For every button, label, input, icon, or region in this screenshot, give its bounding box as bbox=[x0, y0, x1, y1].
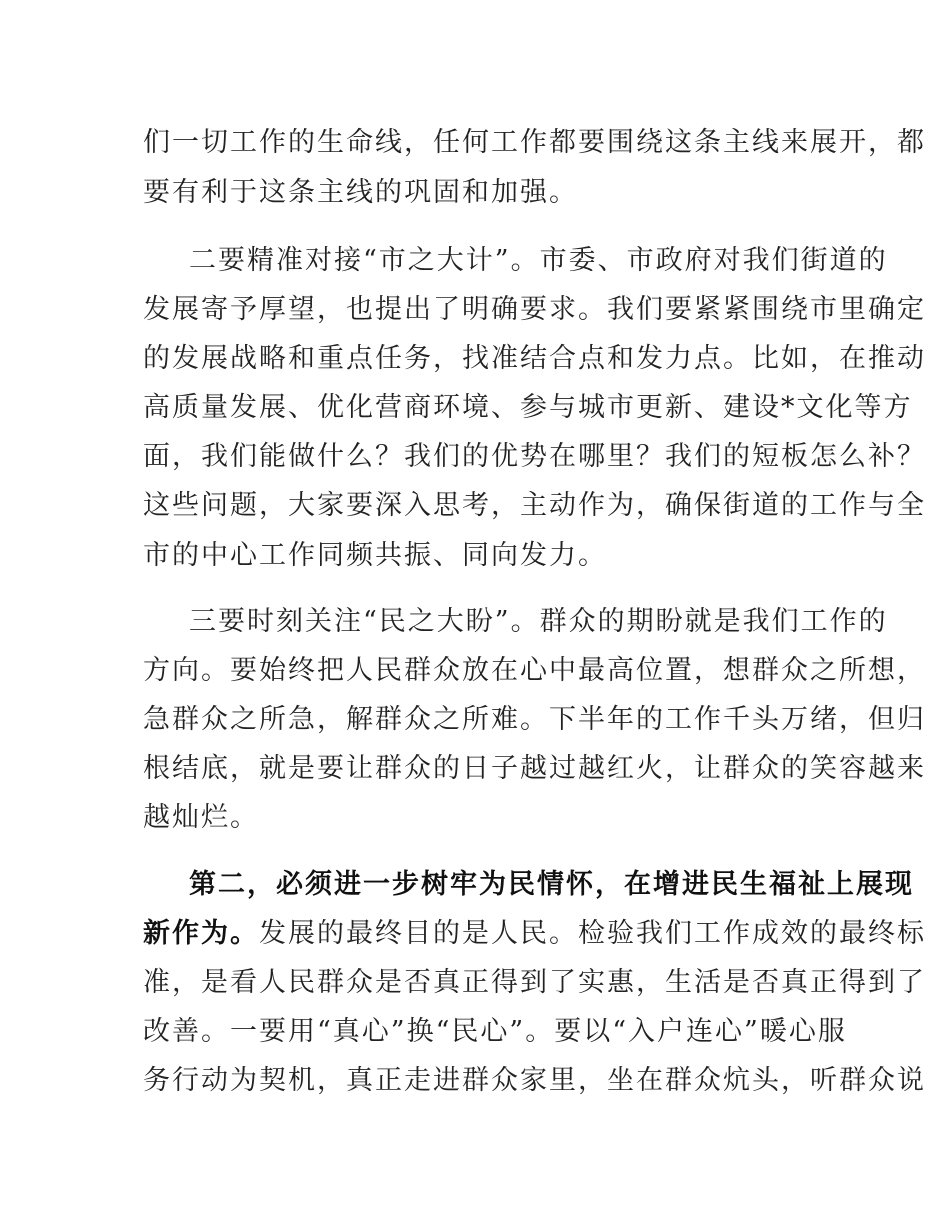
mixed-line bbox=[143, 914, 926, 954]
text-line: 市的中心工作同频共振、同向发力。 bbox=[143, 540, 607, 571]
text-line: 要有利于这条主线的巩固和加强。 bbox=[143, 177, 578, 208]
paragraph-start-line: 三要时刻关注“民之大盼”。群众的期盼就是我们工作的 bbox=[189, 606, 888, 637]
text-line: 越灿烂。 bbox=[143, 802, 259, 833]
text-line: 的发展战略和重点任务，找准结合点和发力点。比如，在推动 bbox=[143, 343, 926, 374]
paragraph-start-line: 二要精准对接“市之大计”。市委、市政府对我们街道的 bbox=[189, 245, 888, 276]
bold-heading-tail: 新作为。 bbox=[143, 918, 259, 949]
text-line: 这些问题，大家要深入思考，主动作为，确保街道的工作与全 bbox=[143, 490, 926, 521]
text-line: 急群众之所急，解群众之所难。下半年的工作千头万绪，但归 bbox=[143, 704, 926, 735]
text-line: 改善。一要用“真心”换“民心”。要以“入户连心”暖心服 bbox=[143, 1016, 847, 1047]
bold-heading-line: 第二，必须进一步树牢为民情怀，在增进民生福祉上展现 bbox=[189, 869, 914, 900]
text-line: 们一切工作的生命线，任何工作都要围绕这条主线来展开，都 bbox=[143, 127, 926, 158]
text-line: 根结底，就是要让群众的日子越过越红火，让群众的笑容越来 bbox=[143, 753, 926, 784]
text-line: 高质量发展、优化营商环境、参与城市更新、建设*文化等方 bbox=[143, 392, 913, 423]
text-line: 务行动为契机，真正走进群众家里，坐在群众炕头，听群众说 bbox=[143, 1065, 926, 1096]
text-line: 发展寄予厚望，也提出了明确要求。我们要紧紧围绕市里确定 bbox=[143, 294, 926, 325]
body-text-span: 发展的最终目的是人民。检验我们工作成效的最终标 bbox=[259, 918, 926, 949]
text-line: 准，是看人民群众是否真正得到了实惠，生活是否真正得到了 bbox=[143, 967, 926, 998]
text-line: 方向。要始终把人民群众放在心中最高位置，想群众之所想， bbox=[143, 655, 926, 686]
text-line: 面，我们能做什么？我们的优势在哪里？我们的短板怎么补？ bbox=[143, 441, 926, 472]
